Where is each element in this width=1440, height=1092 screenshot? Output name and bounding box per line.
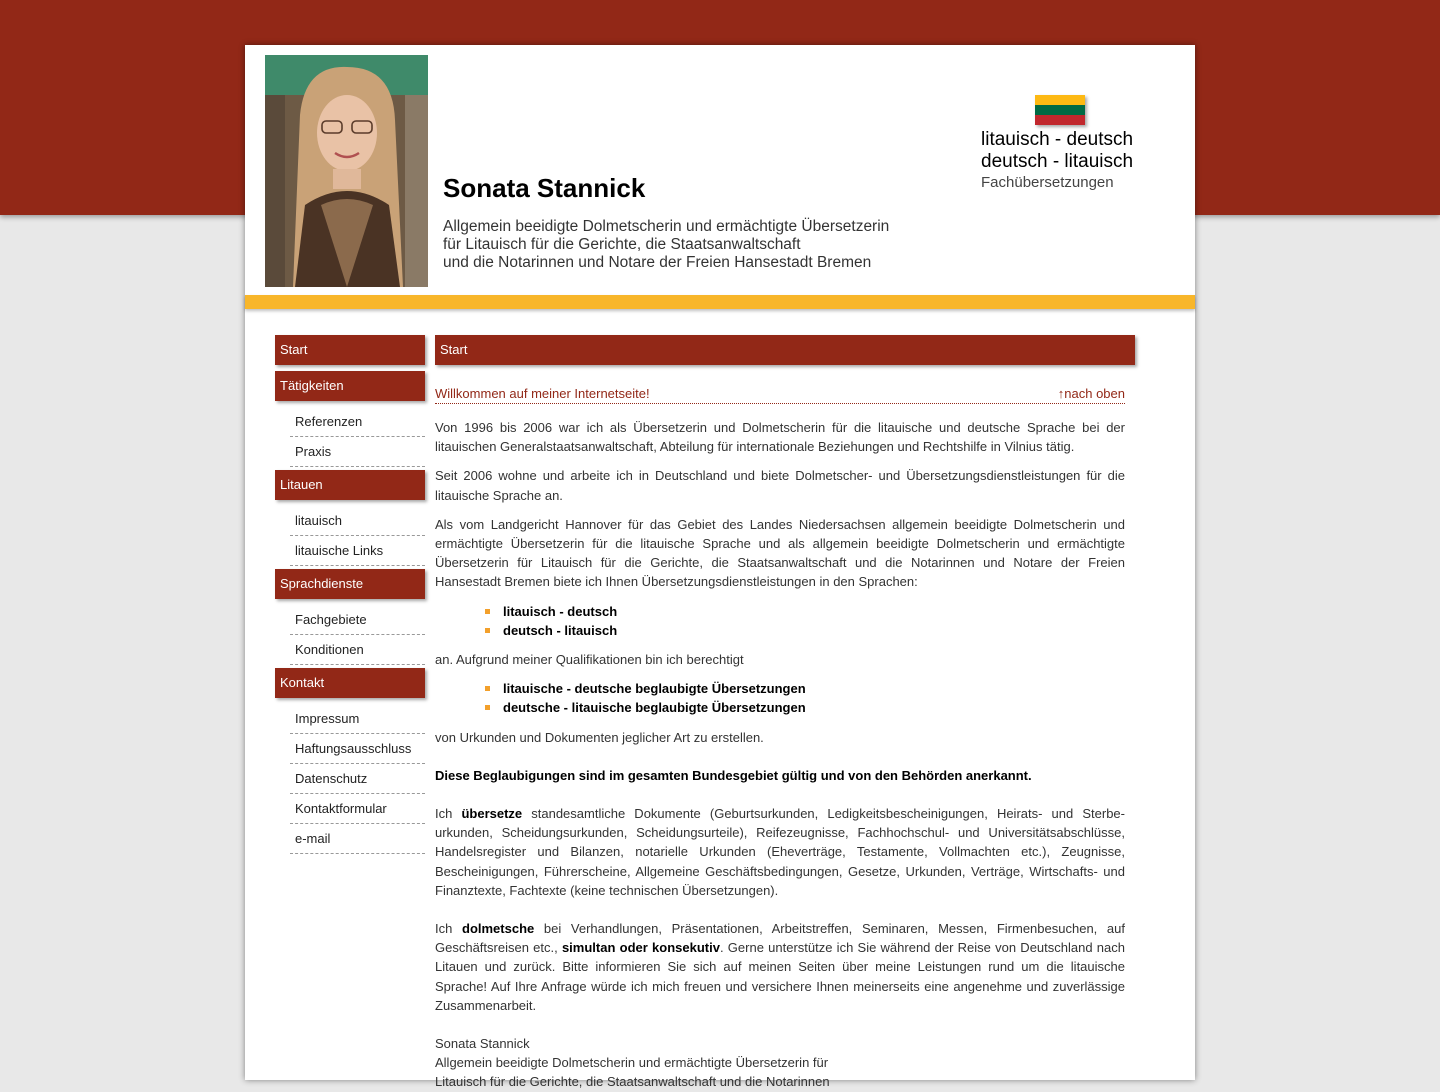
nav-sprachdienste[interactable]: Sprachdienste bbox=[275, 569, 425, 599]
welcome-row bbox=[435, 386, 1125, 404]
nav-taetigkeiten[interactable]: Tätigkeiten bbox=[275, 371, 425, 401]
language-pair: litauisch - deutsch bbox=[981, 129, 1134, 150]
nav-referenzen[interactable]: Referenzen bbox=[290, 407, 425, 437]
emphasis: Diese Beglaubigungen sind im gesamten Bundesgebiet gültig und von den Behörden anerkannt. bbox=[435, 767, 1032, 783]
signature-line: Allgemein beeidigte Dolmetscherin und ermächtigte Übersetzerin für bbox=[435, 1055, 829, 1071]
paragraph: Von 1996 bis 2006 war ich als Übersetzerin und Dolmetscherin für die litauische und deutsche Sprache bei der litauischen Generalstaatsanwaltschaft, Abteilung für internationale Beziehungen und Rechtshilfe in Vilnius tätig. bbox=[435, 420, 1125, 455]
text: . Gerne unterstütze ich Sie während der Reise von Deutschland nach Litauen und zurück. Bitte informieren Sie sich auf meinen Seiten über meine Leistungen rund um die litauische Sprache! Auf Ihre Anfrage würde ich mich freuen und versichere Ihnen meinerseits eine angenehme und zuverlässige Zusammenarbeit. bbox=[435, 940, 1125, 1013]
nav-start[interactable]: Start bbox=[275, 335, 425, 365]
site-title: Sonata Stannick bbox=[443, 173, 646, 203]
nav-datenschutz[interactable]: Datenschutz bbox=[290, 764, 425, 794]
nav-fachgebiete[interactable]: Fachgebiete bbox=[290, 605, 425, 635]
signature-line: Sonata Stannick bbox=[435, 1036, 530, 1052]
text: Ich bbox=[435, 806, 462, 822]
tagline bbox=[443, 218, 889, 272]
back-to-top-link[interactable] bbox=[1058, 386, 1125, 401]
language-subtitle: Fachübersetzungen bbox=[981, 174, 1114, 191]
main-content bbox=[435, 335, 1135, 1092]
text: bei Verhandlungen, Präsentationen, Arbeitstreffen, Seminaren, Messen, Firmenbesuchen, auf Geschäftsreisen etc., bbox=[435, 921, 1125, 956]
nav-email[interactable]: e-mail bbox=[290, 824, 425, 854]
flag-stripe-red bbox=[1035, 115, 1085, 125]
language-list bbox=[435, 602, 1125, 640]
text: standesamtliche Dokumente (Geburtsurkunden, Ledigkeitsbescheinigungen, Heirats- und Sterbe-urkunden, Scheidungsurkunden, Scheidungsurteile), Reifezeugnisse, Fachhochschul- und Universitätsabschlüsse, Handelsregister und Bilanzen, notarielle Urkunden (Eheverträge, Testamente, Vollmachten etc.), Zeugnisse, Bescheinigungen, Führerscheine, Allgemeine Geschäftsbedingungen, Gesetze, Urkunden, Verträge, Wirtschafts- und Finanztexte, Fachtexte (keine technischen Übersetzungen). bbox=[435, 806, 1125, 898]
arrow-up-icon: ↑ bbox=[1057, 386, 1065, 401]
paragraph bbox=[435, 804, 1125, 900]
body-text bbox=[435, 418, 1125, 1092]
emphasis: übersetze bbox=[461, 806, 523, 822]
paragraph: Als vom Landgericht Hannover für das Gebiet des Landes Niedersachsen allgemein beeidigte Dolmetscherin und ermächtigte Übersetzerin für die litauische Sprache und als allgemein beeidigte Dolmetscherin und ermächtigte Übersetzerin für Litauisch für die Gerichte, die Staatsanwaltschaft und die Notarinnen und Notare der Freien Hansestadt Bremen biete ich Ihnen Übersetzungsdienstleistungen in den Sprachen: bbox=[435, 516, 1125, 590]
list-item: litauische - deutsche beglaubigte Übersetzungen bbox=[485, 679, 1125, 698]
language-pair: deutsch - litauisch bbox=[981, 151, 1134, 172]
back-to-top-label: nach oben bbox=[1064, 386, 1125, 401]
paragraph: Seit 2006 wohne und arbeite ich in Deutschland und biete Dolmetscher- und Übersetzungsdienstleistungen für die litauische Sprache an. bbox=[435, 468, 1125, 503]
nav-litauische-links[interactable]: litauische Links bbox=[290, 536, 425, 566]
content-header: Start bbox=[435, 335, 1135, 365]
nav-litauisch[interactable]: litauisch bbox=[290, 506, 425, 536]
nav-kontakt[interactable]: Kontakt bbox=[275, 668, 425, 698]
profile-photo bbox=[265, 55, 428, 287]
accent-bar bbox=[245, 295, 1195, 309]
text: Ich bbox=[435, 921, 462, 937]
nav-konditionen[interactable]: Konditionen bbox=[290, 635, 425, 665]
language-pairs bbox=[981, 129, 1133, 193]
lithuanian-flag-icon bbox=[1035, 95, 1085, 125]
sidebar-nav bbox=[275, 335, 425, 854]
paragraph bbox=[435, 766, 1125, 785]
flag-stripe-green bbox=[1035, 105, 1085, 115]
nav-kontaktformular[interactable]: Kontaktformular bbox=[290, 794, 425, 824]
list-item: deutsche - litauische beglaubigte Übersetzungen bbox=[485, 698, 1125, 717]
paragraph: von Urkunden und Dokumenten jeglicher Art zu erstellen. bbox=[435, 729, 764, 745]
paragraph: an. Aufgrund meiner Qualifikationen bin ich berechtigt bbox=[435, 652, 744, 668]
signature bbox=[435, 1034, 1125, 1092]
emphasis: dolmetsche bbox=[462, 921, 535, 937]
nav-litauen[interactable]: Litauen bbox=[275, 470, 425, 500]
flag-stripe-yellow bbox=[1035, 95, 1085, 105]
tagline-line: Allgemein beeidigte Dolmetscherin und ermächtigte Übersetzerin bbox=[443, 218, 890, 235]
emphasis: simultan oder konsekutiv bbox=[561, 940, 720, 956]
paragraph bbox=[435, 919, 1125, 1015]
tagline-line: für Litauisch für die Gerichte, die Staatsanwaltschaft bbox=[443, 236, 801, 253]
signature-line: Litauisch für die Gerichte, die Staatsanwaltschaft und die Notarinnen bbox=[435, 1074, 830, 1090]
welcome-heading: Willkommen auf meiner Internetseite! bbox=[435, 386, 650, 401]
nav-praxis[interactable]: Praxis bbox=[290, 437, 425, 467]
tagline-line: und die Notarinnen und Notare der Freien Hansestadt Bremen bbox=[443, 254, 872, 271]
nav-haftungsausschluss[interactable]: Haftungsausschluss bbox=[290, 734, 425, 764]
nav-impressum[interactable]: Impressum bbox=[290, 704, 425, 734]
certification-list bbox=[435, 679, 1125, 717]
list-item: deutsch - litauisch bbox=[485, 621, 1125, 640]
page-container bbox=[245, 45, 1195, 1090]
list-item: litauisch - deutsch bbox=[485, 602, 1125, 621]
